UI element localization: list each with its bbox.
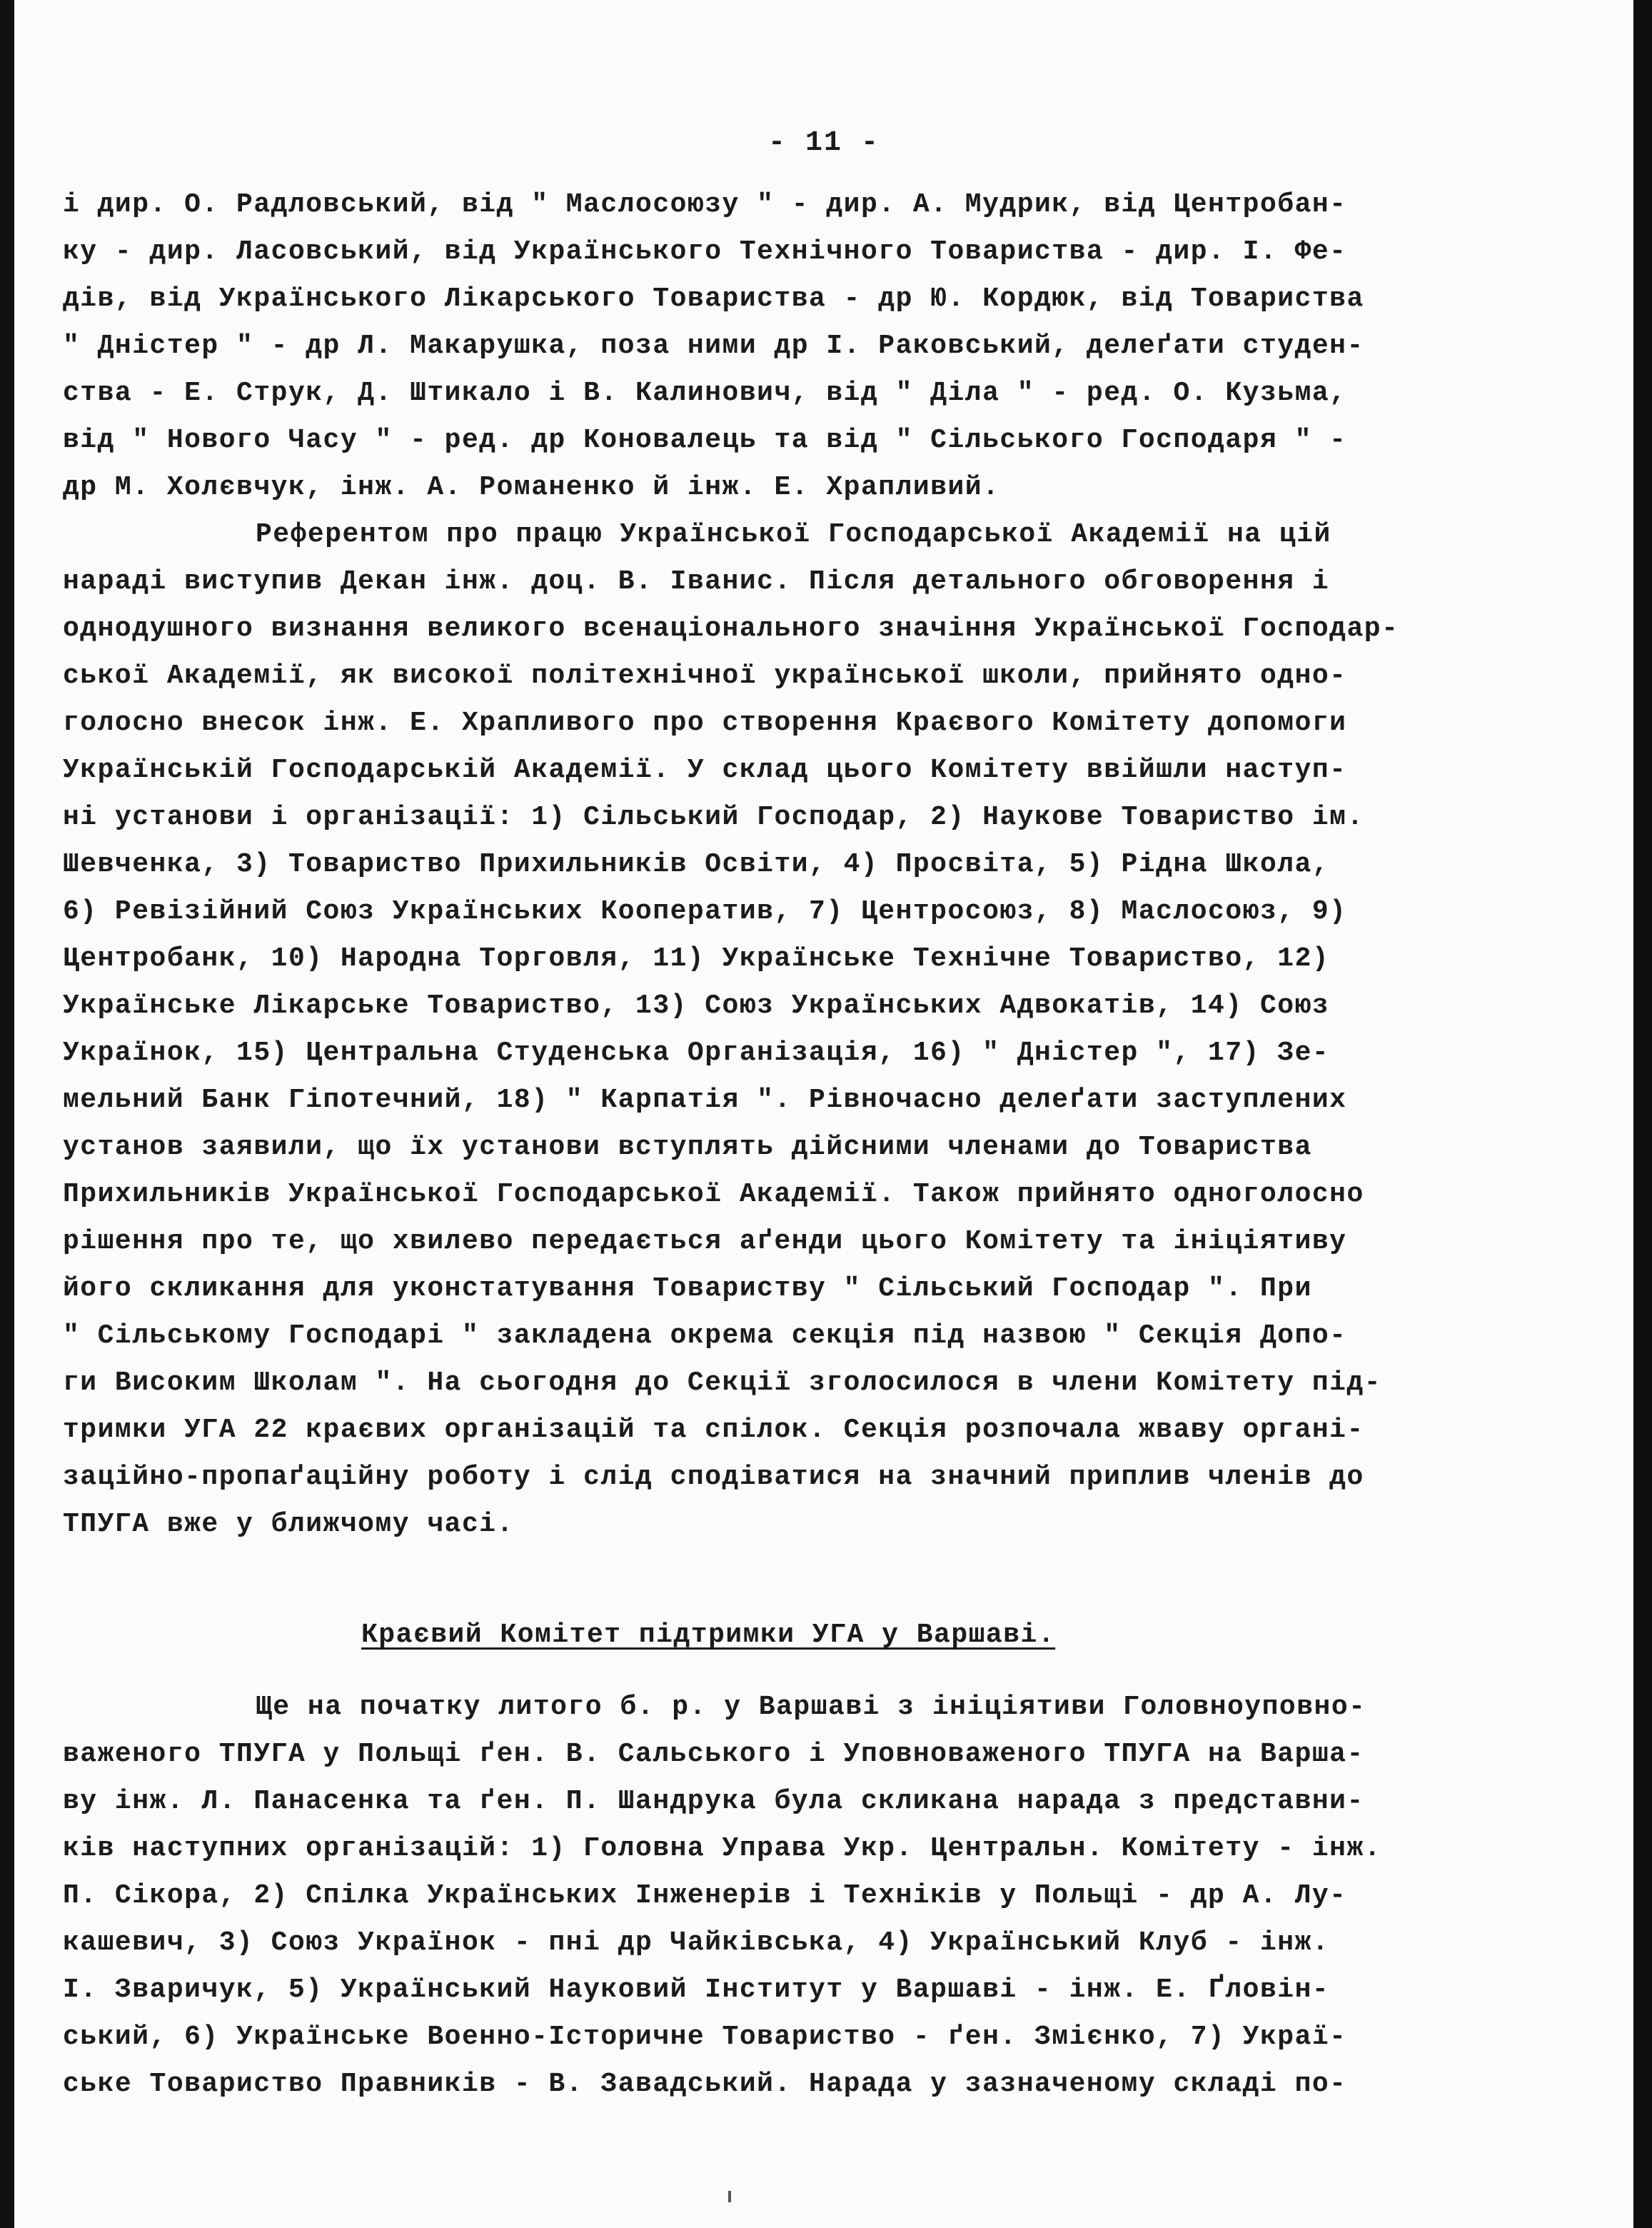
text-line: рішення про те, що хвилево передається аґенди цього Комітету та ініціятиву — [63, 1226, 1347, 1257]
text-line: ської Академії, як високої політехнічної української школи, прийнято одно- — [63, 661, 1347, 691]
text-line: ву інж. Л. Панасенка та ґен. П. Шандрука була скликана нарада з представни- — [63, 1786, 1364, 1817]
text-line: мельний Банк Гіпотечний, 18) " Карпатія ". Рівночасно делеґати заступлених — [63, 1085, 1347, 1115]
text-line: його скликання для уконстатування Товариству " Сільський Господар ". При — [63, 1273, 1312, 1304]
body-text-bottom — [63, 1684, 1569, 2108]
text-line: Українське Лікарське Товариство, 13) Союз Українських Адвокатів, 14) Союз — [63, 990, 1330, 1021]
document-page — [14, 0, 1633, 2228]
page-number: - 11 - — [767, 127, 880, 159]
text-line: І. Зваричук, 5) Український Науковий Інститут у Варшаві - інж. Е. Ґловін- — [63, 1974, 1330, 2005]
text-line: ства - Е. Струк, Д. Штикало і В. Калинович, від " Діла " - ред. О. Кузьма, — [63, 378, 1347, 408]
text-line: однодушного визнання великого всенаціонального значіння Української Господар- — [63, 613, 1399, 644]
text-line: від " Нового Часу " - ред. др Коновалець та від " Сільського Господаря " - — [63, 425, 1347, 456]
text-line: ку - дир. Ласовський, від Українського Технічного Товариства - дир. І. Фе- — [63, 236, 1347, 267]
text-line: дів, від Українського Лікарського Товариства - др Ю. Кордюк, від Товариства — [63, 283, 1364, 314]
text-line: ТПУГА вже у ближчому часі. — [63, 1509, 514, 1540]
section-heading: Краєвий Комітет підтримки УГА у Варшаві. — [361, 1620, 1056, 1650]
text-line: Прихильників Української Господарської Академії. Також прийнято одноголосно — [63, 1179, 1364, 1210]
text-line: ське Товариство Правників - В. Завадський. Нарада у зазначеному складі по- — [63, 2069, 1347, 2099]
text-line: голосно внесок інж. Е. Храпливого про створення Краєвого Комітету допомоги — [63, 708, 1347, 738]
text-line: ків наступних організацій: 1) Головна Управа Укр. Центральн. Комітету - інж. — [63, 1833, 1382, 1864]
text-line: ги Високим Школам ". На сьогодня до Секції зголосилося в члени Комітету під- — [63, 1368, 1382, 1398]
scan-border-left — [0, 0, 14, 2228]
scan-border-right — [1633, 0, 1652, 2228]
text-line: Українок, 15) Центральна Студенська Організація, 16) " Дністер ", 17) Зе- — [63, 1038, 1330, 1068]
stray-mark — [728, 2191, 731, 2202]
text-line: і дир. О. Радловський, від " Маслосоюзу " - дир. А. Мудрик, від Центробан- — [63, 189, 1347, 220]
text-line: Шевченка, 3) Товариство Прихильників Освіти, 4) Просвіта, 5) Рідна Школа, — [63, 849, 1330, 880]
text-line: Референтом про працю Української Господарської Академії на цій — [256, 519, 1331, 550]
text-line: заційно-пропаґаційну роботу і слід сподіватися на значний приплив членів до — [63, 1462, 1364, 1492]
text-line: ський, 6) Українське Военно-Історичне Товариство - ґен. Змієнко, 7) Украї- — [63, 2022, 1347, 2052]
text-line: тримки УГА 22 краєвих організацій та спілок. Секція розпочала жваву органі- — [63, 1415, 1364, 1445]
text-line: др М. Холєвчук, інж. А. Романенко й інж. Е. Храпливий. — [63, 472, 1000, 503]
text-line: нараді виступив Декан інж. доц. В. Іванис. Після детального обговорення і — [63, 566, 1330, 597]
text-line: кашевич, 3) Союз Українок - пні др Чайківська, 4) Український Клуб - інж. — [63, 1927, 1330, 1958]
text-line: 6) Ревізійний Союз Українських Кооператив, 7) Центросоюз, 8) Маслосоюз, 9) — [63, 896, 1347, 927]
text-line: П. Сікора, 2) Спілка Українських Інженерів і Техніків у Польщі - др А. Лу- — [63, 1880, 1347, 1911]
body-text-top — [63, 181, 1569, 1548]
text-line: установ заявили, що їх установи вступлять дійсними членами до Товариства — [63, 1132, 1312, 1163]
text-line: Українській Господарській Академії. У склад цього Комітету ввійшли наступ- — [63, 755, 1347, 786]
text-line: Центробанк, 10) Народна Торговля, 11) Українське Технічне Товариство, 12) — [63, 943, 1330, 974]
text-line: " Дністер " - др Л. Макарушка, поза ними др І. Раковський, делеґати студен- — [63, 331, 1364, 361]
text-line: важеного ТПУГА у Польщі ґен. В. Сальського і Уповноваженого ТПУГА на Варша- — [63, 1739, 1364, 1770]
text-line: ні установи і організації: 1) Сільський Господар, 2) Наукове Товариство ім. — [63, 802, 1364, 833]
text-line: Ще на початку литого б. р. у Варшаві з ініціятиви Головноуповно- — [256, 1692, 1366, 1722]
text-line: " Сільському Господарі " закладена окрема секція під назвою " Секція Допо- — [63, 1320, 1347, 1351]
